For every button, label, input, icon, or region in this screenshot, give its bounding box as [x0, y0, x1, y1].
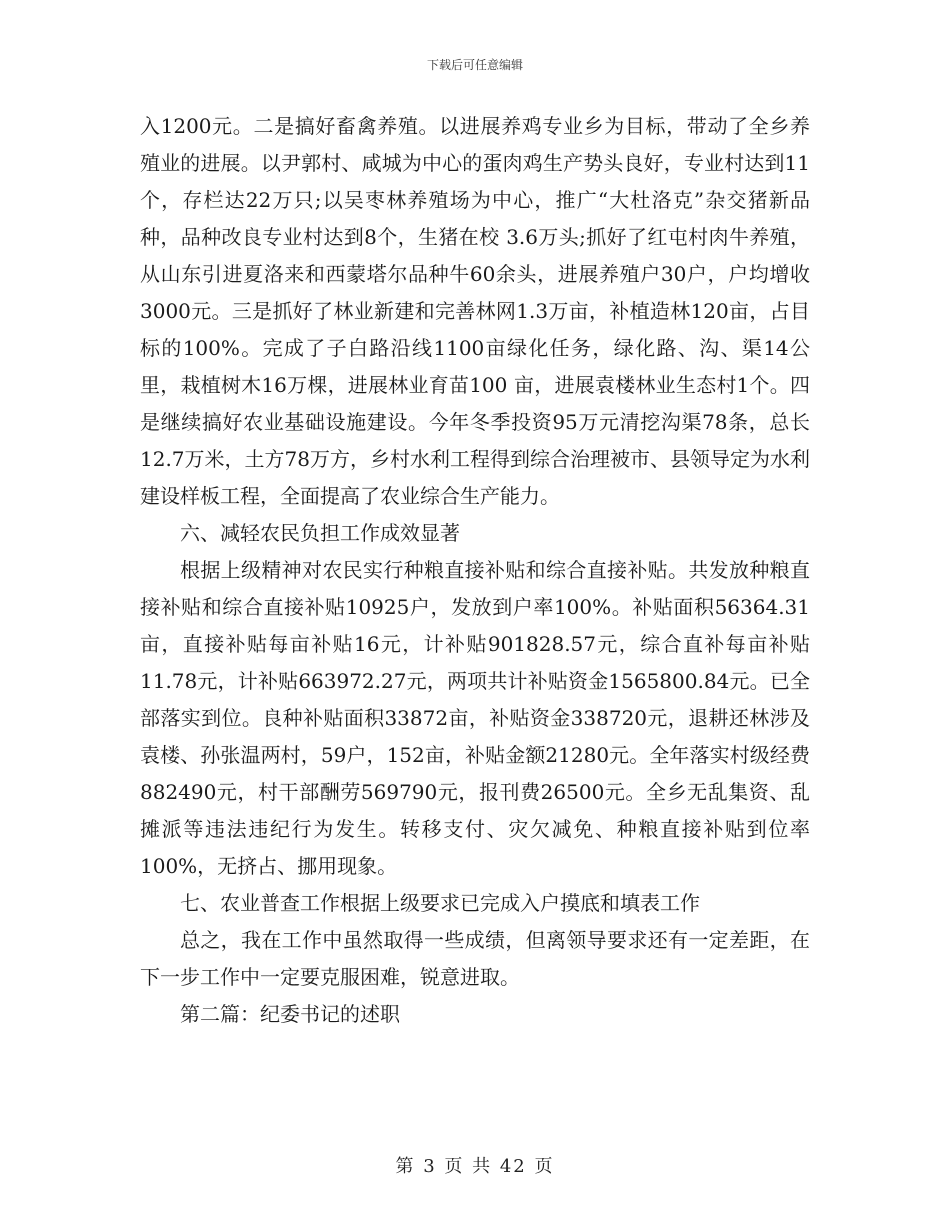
paragraph-continuation: 入1200元。二是搞好畜禽养殖。以进展养鸡专业乡为目标，带动了全乡养殖业的进展。以尹郭村、咸城为中心的蛋肉鸡生产势头良好，专业村达到11个，存栏达22万只;以吴枣林养殖场为中心，推广“大杜洛克”杂交猪新品种，品种改良专业村达到8个，生猪在校 3.6万头;抓好了红屯村肉牛养殖，从山东引进夏洛来和西蒙塔尔品种牛60余头，进展养殖户30户，户均增收3000元。三是抓好了林业新建和完善林网1.3万亩，补植造林120亩，占目标的100%。完成了子白路沿线1100亩绿化任务，绿化路、沟、渠14公里，栽植树木16万棵，进展林业育苗100 亩，进展袁楼林业生态村1个。四是继续搞好农业基础设施建设。今年冬季投资95万元清挖沟渠78条，总长12.7万米，土方78万方，乡村水利工程得到综合治理被市、县领导定为水利建设样板工程，全面提高了农业综合生产能力。 [140, 114, 810, 508]
page-footer: 第 3 页 共 42 页 [395, 1156, 555, 1177]
page-header: 下载后可任意编辑 [426, 58, 523, 72]
paragraph-subsidy: 根据上级精神对农民实行种粮直接补贴和综合直接补贴。共发放种粮直接补贴和综合直接补贴10925户，发放到户率100%。补贴面积56364.31亩，直接补贴每亩补贴16元，计补贴901828.57元，综合直补每亩补贴11.78元，计补贴663972.27元，两项共计补贴资金1565800.84元。已全部落实到位。良种补贴面积33872亩，补贴资金338720元，退耕还林涉及袁楼、孙张温两村，59户，152亩，补贴金额21280元。全年落实村级经费882490元，村干部酬劳569790元，报刊费26500元。全乡无乱集资、乱摊派等违法违纪行为发生。转移支付、灾欠减免、种粮直接补贴到位率100%，无挤占、挪用现象。 [140, 558, 810, 878]
paragraph-summary: 总之，我在工作中虽然取得一些成绩，但离领导要求还有一定差距，在下一步工作中一定要克服困难，锐意进取。 [140, 928, 810, 989]
document-body [140, 108, 810, 1033]
section-heading-7: 七、农业普查工作根据上级要求已完成入户摸底和填表工作 [180, 891, 700, 915]
section-heading-6: 六、减轻农民负担工作成效显著 [180, 521, 460, 545]
chapter-heading: 第二篇：纪委书记的述职 [180, 1002, 400, 1026]
